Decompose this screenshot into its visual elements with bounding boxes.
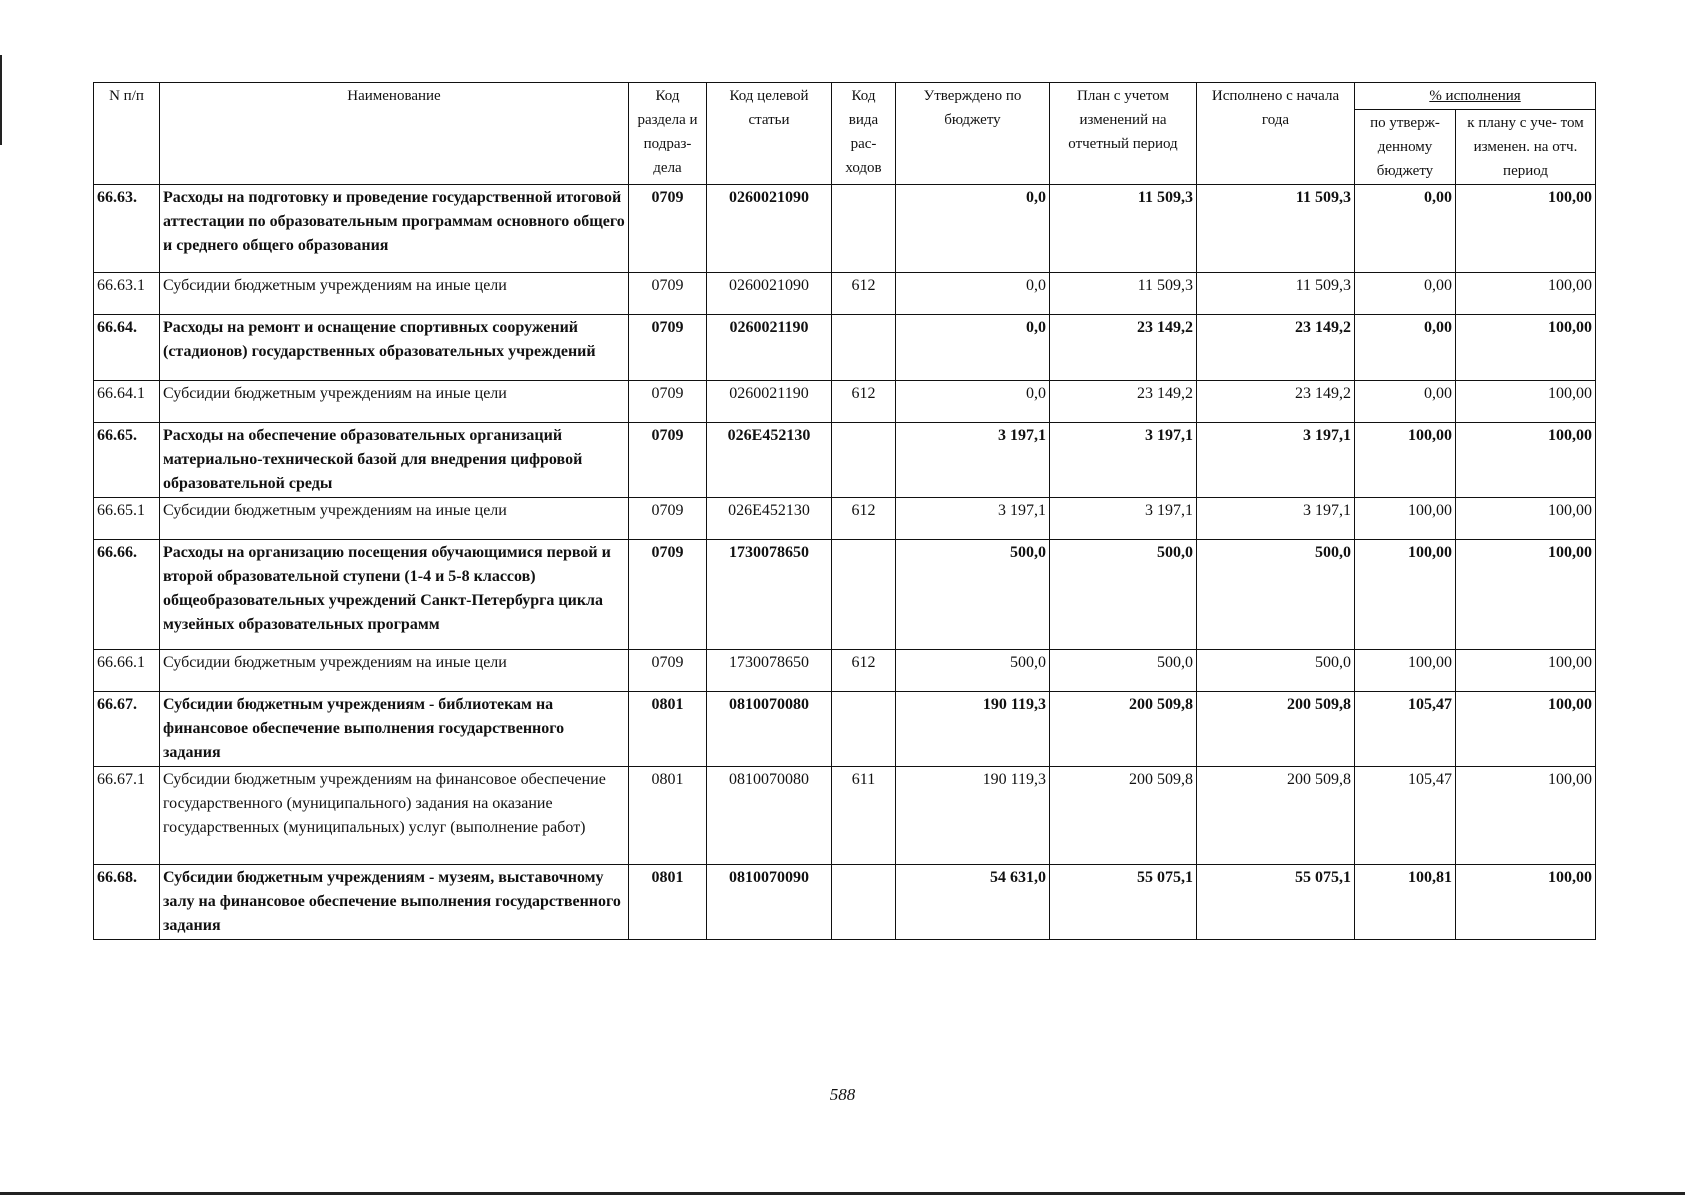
row-pct-budget: 105,47 [1355, 692, 1456, 767]
table-row [94, 381, 1596, 423]
row-num: 66.64. [94, 315, 160, 381]
row-executed: 200 509,8 [1197, 692, 1355, 767]
row-pct-plan: 100,00 [1456, 692, 1596, 767]
row-name: Расходы на ремонт и оснащение спортивных сооружений (стадионов) государственных образовательных учреждений [160, 315, 629, 381]
row-approved: 54 631,0 [896, 865, 1050, 940]
row-approved: 190 119,3 [896, 692, 1050, 767]
row-article-code: 0260021190 [707, 381, 832, 423]
row-section-code: 0709 [629, 423, 707, 498]
row-pct-plan: 100,00 [1456, 540, 1596, 650]
row-pct-plan: 100,00 [1456, 381, 1596, 423]
row-article-code: 026E452130 [707, 423, 832, 498]
row-expense-type-code [832, 540, 896, 650]
row-executed: 500,0 [1197, 540, 1355, 650]
row-expense-type-code [832, 185, 896, 273]
row-section-code: 0709 [629, 381, 707, 423]
row-plan: 3 197,1 [1050, 423, 1197, 498]
row-approved: 500,0 [896, 650, 1050, 692]
row-pct-budget: 0,00 [1355, 185, 1456, 273]
row-pct-plan: 100,00 [1456, 498, 1596, 540]
row-section-code: 0801 [629, 767, 707, 865]
row-expense-type-code: 612 [832, 273, 896, 315]
table-row [94, 540, 1596, 650]
header-expense-type-code: Код вида рас- ходов [832, 83, 896, 185]
table-row [94, 498, 1596, 540]
row-pct-budget: 0,00 [1355, 381, 1456, 423]
row-pct-plan: 100,00 [1456, 315, 1596, 381]
row-section-code: 0709 [629, 273, 707, 315]
row-article-code: 0260021090 [707, 273, 832, 315]
row-article-code: 0810070090 [707, 865, 832, 940]
row-name: Субсидии бюджетным учреждениям на иные цели [160, 273, 629, 315]
table-row [94, 185, 1596, 273]
row-article-code: 0260021190 [707, 315, 832, 381]
row-num: 66.66.1 [94, 650, 160, 692]
row-article-code: 1730078650 [707, 650, 832, 692]
row-pct-plan: 100,00 [1456, 185, 1596, 273]
bottom-rule [0, 1192, 1685, 1195]
row-section-code: 0709 [629, 540, 707, 650]
header-section-code: Код раздела и подраз- дела [629, 83, 707, 185]
row-name: Расходы на обеспечение образовательных организаций материально-технической базой для внедрения цифровой образовательной среды [160, 423, 629, 498]
row-approved: 0,0 [896, 315, 1050, 381]
table-row [94, 315, 1596, 381]
row-approved: 0,0 [896, 381, 1050, 423]
row-pct-plan: 100,00 [1456, 273, 1596, 315]
header-name: Наименование [160, 83, 629, 185]
row-plan: 500,0 [1050, 540, 1197, 650]
row-executed: 3 197,1 [1197, 498, 1355, 540]
row-num: 66.64.1 [94, 381, 160, 423]
row-executed: 23 149,2 [1197, 315, 1355, 381]
row-num: 66.63. [94, 185, 160, 273]
table-body [94, 185, 1596, 940]
row-article-code: 0810070080 [707, 692, 832, 767]
row-section-code: 0801 [629, 865, 707, 940]
row-section-code: 0709 [629, 185, 707, 273]
row-num: 66.67.1 [94, 767, 160, 865]
row-pct-plan: 100,00 [1456, 423, 1596, 498]
row-num: 66.65.1 [94, 498, 160, 540]
header-pct-budget: по утверж- денному бюджету [1355, 110, 1456, 185]
table-row [94, 767, 1596, 865]
row-approved: 0,0 [896, 185, 1050, 273]
budget-execution-table [93, 82, 1596, 940]
row-article-code: 1730078650 [707, 540, 832, 650]
row-approved: 190 119,3 [896, 767, 1050, 865]
header-pct-group-label: % исполнения [1429, 88, 1521, 104]
row-pct-plan: 100,00 [1456, 650, 1596, 692]
row-pct-budget: 100,00 [1355, 650, 1456, 692]
row-executed: 23 149,2 [1197, 381, 1355, 423]
row-executed: 200 509,8 [1197, 767, 1355, 865]
row-name: Расходы на организацию посещения обучающимися первой и второй образовательной ступени (1-4 и 5-8 классов) общеобразовательных учреждений Санкт-Петербурга цикла музейных образовательных программ [160, 540, 629, 650]
row-pct-budget: 100,00 [1355, 540, 1456, 650]
row-num: 66.63.1 [94, 273, 160, 315]
row-plan: 200 509,8 [1050, 692, 1197, 767]
row-section-code: 0709 [629, 498, 707, 540]
table-row [94, 423, 1596, 498]
row-pct-plan: 100,00 [1456, 767, 1596, 865]
row-section-code: 0709 [629, 315, 707, 381]
row-name: Расходы на подготовку и проведение государственной итоговой аттестации по образовательным программам основного общего и среднего общего образования [160, 185, 629, 273]
row-num: 66.68. [94, 865, 160, 940]
header-pct-plan: к плану с уче- том изменен. на отч. период [1456, 110, 1596, 185]
row-name: Субсидии бюджетным учреждениям на иные цели [160, 381, 629, 423]
row-expense-type-code: 612 [832, 381, 896, 423]
row-num: 66.67. [94, 692, 160, 767]
row-approved: 3 197,1 [896, 498, 1050, 540]
row-plan: 3 197,1 [1050, 498, 1197, 540]
row-num: 66.66. [94, 540, 160, 650]
row-plan: 500,0 [1050, 650, 1197, 692]
row-expense-type-code: 612 [832, 650, 896, 692]
row-pct-budget: 100,00 [1355, 498, 1456, 540]
row-num: 66.65. [94, 423, 160, 498]
header-approved: Утверждено по бюджету [896, 83, 1050, 185]
row-pct-budget: 0,00 [1355, 273, 1456, 315]
row-name: Субсидии бюджетным учреждениям на иные цели [160, 650, 629, 692]
row-pct-budget: 100,81 [1355, 865, 1456, 940]
row-executed: 55 075,1 [1197, 865, 1355, 940]
row-pct-budget: 105,47 [1355, 767, 1456, 865]
row-plan: 11 509,3 [1050, 185, 1197, 273]
row-name: Субсидии бюджетным учреждениям - музеям, выставочному залу на финансовое обеспечение выполнения государственного задания [160, 865, 629, 940]
row-plan: 11 509,3 [1050, 273, 1197, 315]
row-pct-plan: 100,00 [1456, 865, 1596, 940]
row-approved: 3 197,1 [896, 423, 1050, 498]
row-name: Субсидии бюджетным учреждениям - библиотекам на финансовое обеспечение выполнения государственного задания [160, 692, 629, 767]
report-table-container [93, 82, 1595, 940]
table-header [94, 83, 1596, 185]
row-section-code: 0801 [629, 692, 707, 767]
scan-edge-mark [0, 55, 2, 145]
row-article-code: 026E452130 [707, 498, 832, 540]
table-row [94, 273, 1596, 315]
row-name: Субсидии бюджетным учреждениям на финансовое обеспечение государственного (муниципального) задания на оказание государственных (муниципальных) услуг (выполнение работ) [160, 767, 629, 865]
row-plan: 23 149,2 [1050, 315, 1197, 381]
table-row [94, 692, 1596, 767]
row-article-code: 0810070080 [707, 767, 832, 865]
row-name: Субсидии бюджетным учреждениям на иные цели [160, 498, 629, 540]
page-number: 588 [829, 1085, 856, 1104]
header-num: N п/п [94, 83, 160, 185]
row-expense-type-code [832, 865, 896, 940]
row-pct-budget: 100,00 [1355, 423, 1456, 498]
row-executed: 11 509,3 [1197, 273, 1355, 315]
row-approved: 0,0 [896, 273, 1050, 315]
row-expense-type-code [832, 315, 896, 381]
row-expense-type-code: 611 [832, 767, 896, 865]
row-expense-type-code [832, 692, 896, 767]
row-approved: 500,0 [896, 540, 1050, 650]
row-section-code: 0709 [629, 650, 707, 692]
row-executed: 11 509,3 [1197, 185, 1355, 273]
table-row [94, 865, 1596, 940]
table-row [94, 650, 1596, 692]
row-expense-type-code: 612 [832, 498, 896, 540]
header-plan: План с учетом изменений на отчетный период [1050, 83, 1197, 185]
row-pct-budget: 0,00 [1355, 315, 1456, 381]
row-executed: 3 197,1 [1197, 423, 1355, 498]
header-executed: Исполнено с начала года [1197, 83, 1355, 185]
row-article-code: 0260021090 [707, 185, 832, 273]
row-plan: 200 509,8 [1050, 767, 1197, 865]
header-article-code: Код целевой статьи [707, 83, 832, 185]
row-plan: 55 075,1 [1050, 865, 1197, 940]
row-executed: 500,0 [1197, 650, 1355, 692]
header-pct-group [1355, 83, 1596, 110]
row-plan: 23 149,2 [1050, 381, 1197, 423]
row-expense-type-code [832, 423, 896, 498]
